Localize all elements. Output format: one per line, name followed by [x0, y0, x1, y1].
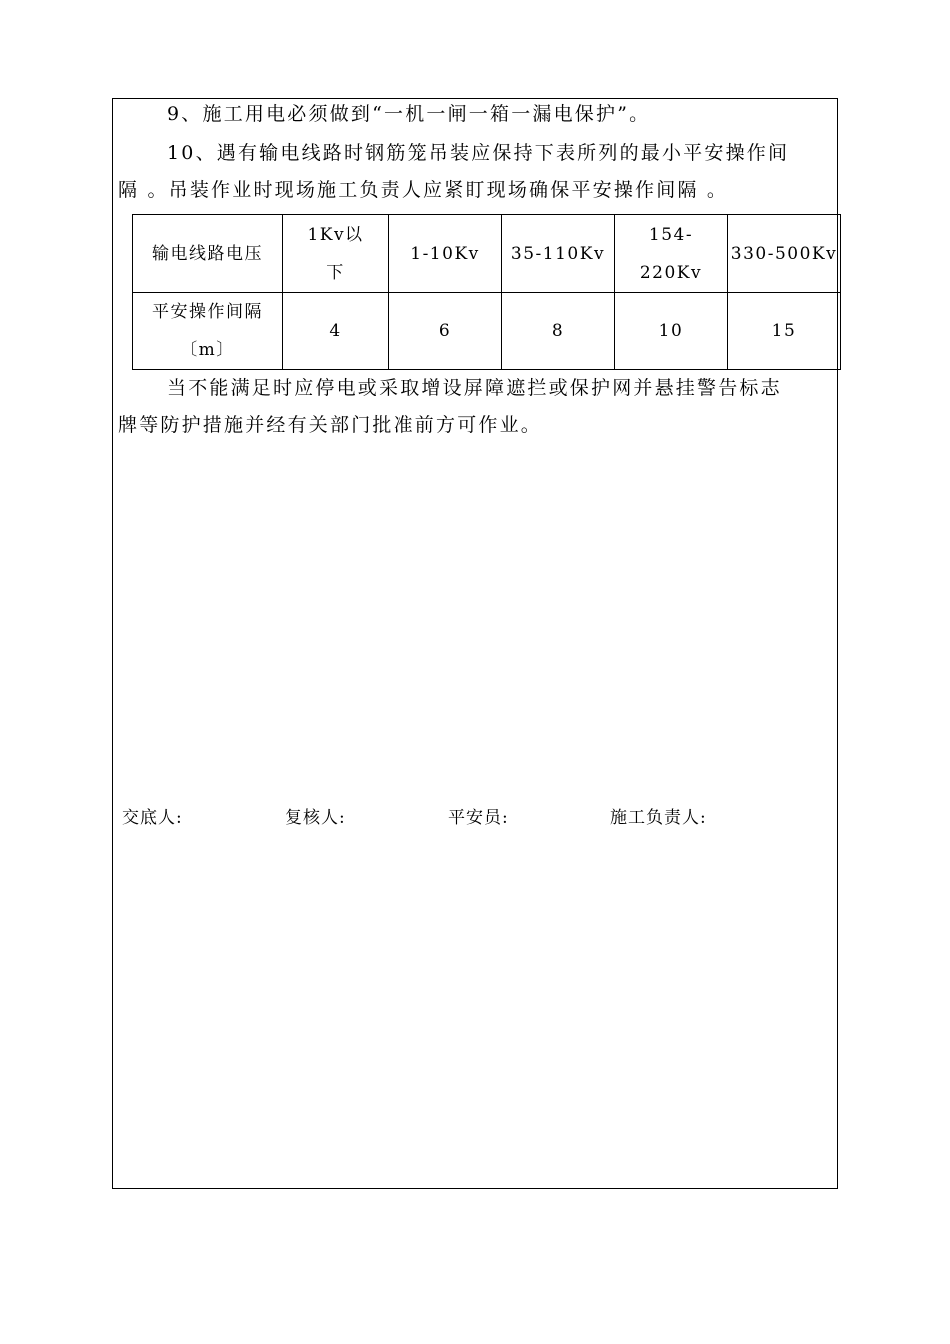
distance-cell: 4: [283, 293, 389, 370]
document-frame: [112, 98, 838, 1189]
voltage-cell-line-1: 1Kv以: [307, 224, 364, 245]
voltage-cell: [502, 215, 615, 293]
voltage-cell: [283, 215, 389, 293]
distance-header-line-2: 〔m〕: [180, 340, 235, 360]
safety-distance-table: [132, 214, 841, 370]
voltage-cell-line-2: 下: [326, 262, 345, 283]
distance-cell: 15: [728, 293, 841, 370]
paragraph-item-9: 9、施工用电必须做到“一机一闸一箱一漏电保护”。: [167, 103, 651, 125]
voltage-cell-line-1: 154-: [648, 224, 694, 245]
distance-cell: 6: [389, 293, 502, 370]
distance-header-cell: [133, 293, 283, 370]
paragraph-note-line-2: 牌等防护措施并经有关部门批准前方可作业。: [118, 414, 543, 436]
distance-header-line-1: 平安操作间隔: [152, 302, 263, 322]
signature-construction-lead-label: 施工负责人:: [610, 808, 707, 828]
signature-safety-officer-label: 平安员:: [448, 808, 509, 828]
voltage-cell-line-2: 220Kv: [639, 262, 703, 283]
table-row-distance: [133, 293, 841, 370]
voltage-header-label: 输电线路电压: [152, 243, 263, 264]
voltage-cell-line-1: 35-110Kv: [510, 243, 606, 264]
paragraph-note-line-1: 当不能满足时应停电或采取增设屏障遮拦或保护网并悬挂警告标志: [167, 377, 782, 399]
distance-cell: 8: [502, 293, 615, 370]
voltage-cell: [615, 215, 728, 293]
voltage-cell: [728, 215, 841, 293]
paragraph-item-10-line-2: 隔 。吊装作业时现场施工负责人应紧盯现场确保平安操作间隔 。: [118, 179, 729, 201]
distance-cell: 10: [615, 293, 728, 370]
voltage-cell-line-1: 330-500Kv: [730, 243, 838, 264]
signature-reviewer-label: 复核人:: [285, 808, 346, 828]
paragraph-item-10-line-1: 10、遇有输电线路时钢筋笼吊装应保持下表所列的最小平安操作间: [167, 142, 790, 164]
voltage-cell: [389, 215, 502, 293]
table-row-voltage: [133, 215, 841, 293]
voltage-header-cell: [133, 215, 283, 293]
signature-handover-label: 交底人:: [122, 808, 183, 828]
voltage-cell-line-1: 1-10Kv: [410, 243, 480, 264]
